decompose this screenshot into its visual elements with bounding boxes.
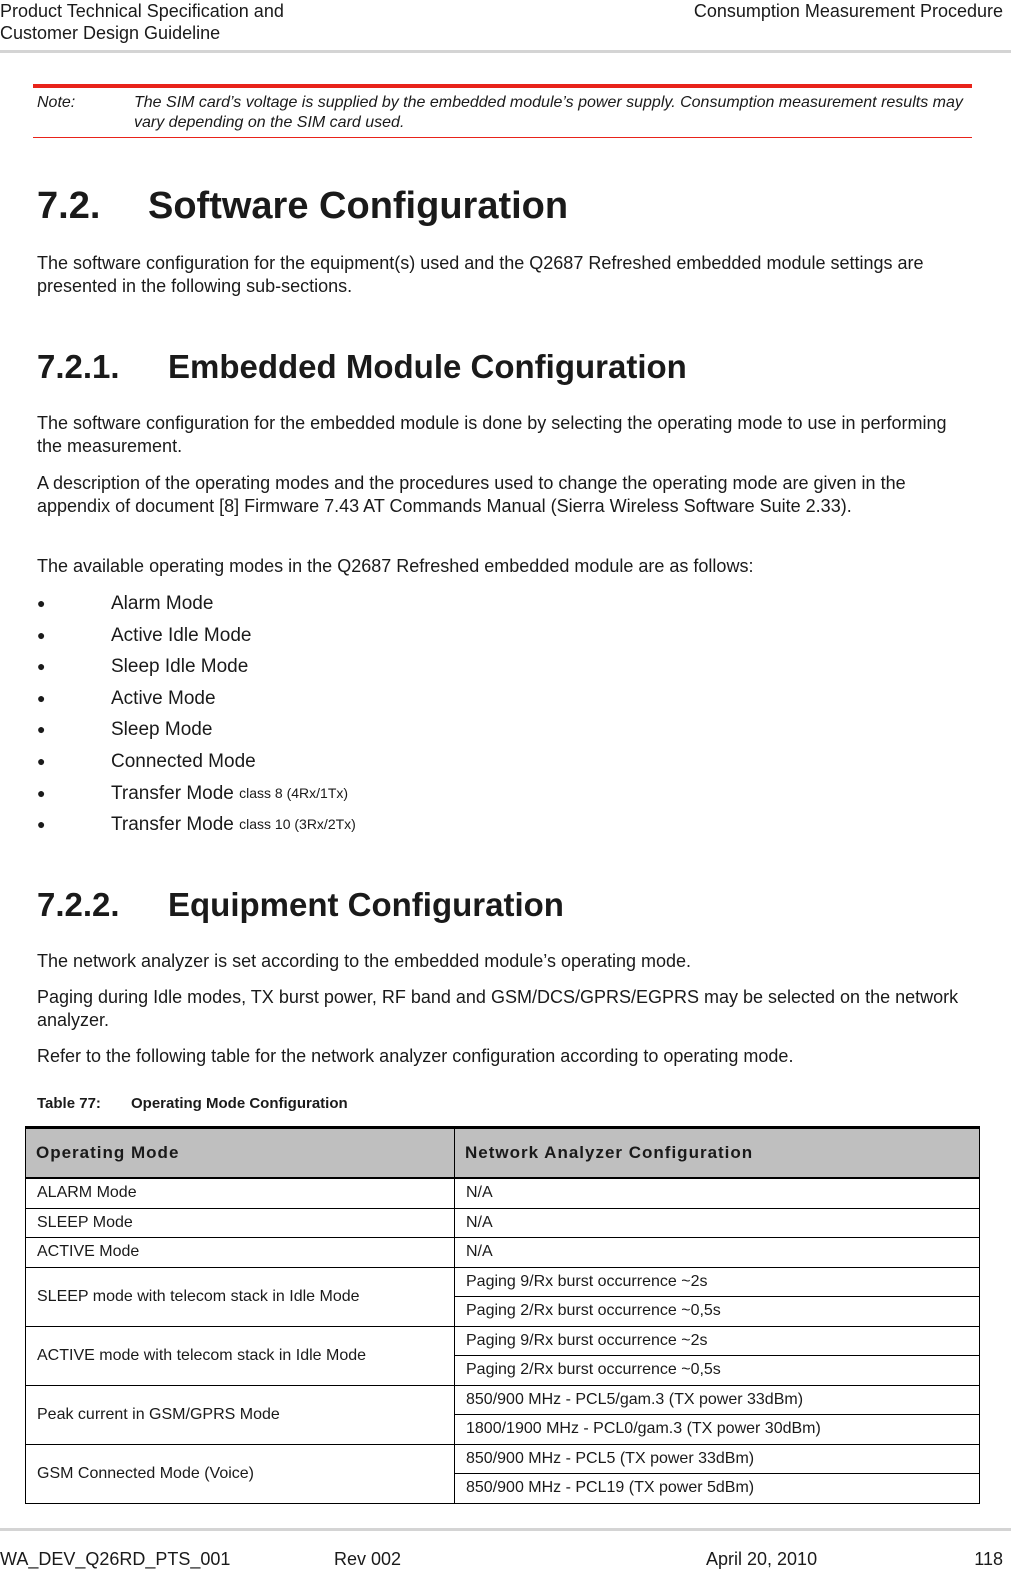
table-caption-number: Table 77:	[37, 1095, 101, 1112]
list-item: ● Active Mode	[37, 685, 356, 717]
list-item: ● Active Idle Mode	[37, 622, 356, 654]
list-item: ● Sleep Idle Mode	[37, 653, 356, 685]
section-7-2-1-paragraph-1: The software configuration for the embedded module is done by selecting the operating mode to use in performing the measurement.	[37, 413, 947, 456]
footer-divider	[0, 1528, 1011, 1531]
column-header: Operating Mode	[26, 1128, 455, 1179]
config-cell: Paging 2/Rx burst occurrence ~0,5s	[455, 1297, 980, 1327]
mode-cell: ACTIVE mode with telecom stack in Idle Mode	[26, 1326, 455, 1385]
bullet-icon: ●	[37, 658, 46, 675]
bullet-icon: ●	[37, 752, 46, 769]
config-cell: Paging 2/Rx burst occurrence ~0,5s	[455, 1356, 980, 1386]
config-cell: Paging 9/Rx burst occurrence ~2s	[455, 1326, 980, 1356]
bullet-icon: ●	[37, 816, 46, 833]
table-row	[26, 1208, 980, 1238]
note-box	[33, 84, 972, 138]
mode-cell: SLEEP Mode	[26, 1208, 455, 1238]
config-cell: 1800/1900 MHz - PCL0/gam.3 (TX power 30dBm)	[455, 1415, 980, 1445]
section-heading-7-2-1	[37, 347, 687, 387]
mode-cell: GSM Connected Mode (Voice)	[26, 1444, 455, 1503]
bullet-icon: ●	[37, 626, 46, 643]
bullet-icon: ●	[37, 721, 46, 738]
table-row	[26, 1444, 980, 1474]
list-item-suffix: class 10 (3Rx/2Tx)	[239, 816, 356, 833]
section-title: Embedded Module Configuration	[168, 348, 687, 385]
list-item-suffix: class 8 (4Rx/1Tx)	[239, 784, 349, 801]
table-row	[26, 1267, 980, 1297]
bullet-icon: ●	[37, 784, 46, 801]
bullet-icon: ●	[37, 595, 46, 611]
list-item: ● Sleep Mode	[37, 716, 356, 748]
config-cell: N/A	[455, 1178, 980, 1208]
note-text: The SIM card’s voltage is supplied by the embedded module’s power supply. Consumption measurement results may vary depending on the SIM card used.	[134, 94, 963, 131]
section-title: Software Configuration	[148, 185, 569, 227]
section-7-2-1-paragraph-2: A description of the operating modes and the procedures used to change the operating mode are given in the appendix of document [8] Firmware 7.43 AT Commands Manual (Sierra Wireless Software Suite 2.33).	[37, 473, 906, 516]
config-cell: N/A	[455, 1238, 980, 1268]
operating-modes-list	[37, 590, 356, 843]
table-caption-title: Operating Mode Configuration	[131, 1095, 348, 1112]
section-7-2-2-paragraph-1: The network analyzer is set according to the embedded module’s operating mode.	[37, 951, 692, 971]
footer-doc-id: WA_DEV_Q26RD_PTS_001	[0, 1549, 231, 1569]
list-item: ● Connected Mode	[37, 748, 356, 780]
table-header-row	[26, 1128, 980, 1179]
list-item: ● Alarm Mode	[37, 590, 356, 622]
section-number: 7.2.2.	[37, 886, 120, 923]
section-7-2-1-paragraph-3: The available operating modes in the Q2687 Refreshed embedded module are as follows:	[37, 556, 754, 576]
header-title-line1: Product Technical Specification and	[0, 1, 284, 21]
section-7-2-paragraph: The software configuration for the equipment(s) used and the Q2687 Refreshed embedded module settings are presented in the following sub-sections.	[37, 253, 924, 296]
section-number: 7.2.1.	[37, 348, 120, 385]
table-row	[26, 1326, 980, 1356]
footer-page-number: 118	[974, 1549, 1003, 1569]
list-item: ● Transfer Mode class 8 (4Rx/1Tx)	[37, 780, 356, 812]
footer-revision: Rev 002	[334, 1549, 402, 1569]
table-caption	[37, 1094, 348, 1114]
section-number: 7.2.	[37, 185, 101, 227]
mode-cell: Peak current in GSM/GPRS Mode	[26, 1385, 455, 1444]
footer-date: April 20, 2010	[706, 1549, 818, 1569]
section-7-2-2-paragraph-2: Paging during Idle modes, TX burst power, RF band and GSM/DCS/GPRS/EGPRS may be selected on the network analyzer.	[37, 987, 959, 1030]
mode-cell: ALARM Mode	[26, 1178, 455, 1208]
config-cell: 850/900 MHz - PCL5 (TX power 33dBm)	[455, 1444, 980, 1474]
mode-cell: SLEEP mode with telecom stack in Idle Mode	[26, 1267, 455, 1326]
bullet-icon: ●	[37, 689, 46, 706]
note-label: Note:	[37, 94, 76, 111]
config-cell: 850/900 MHz - PCL5/gam.3 (TX power 33dBm)	[455, 1385, 980, 1415]
section-heading-7-2-2	[37, 885, 564, 925]
header-right: Consumption Measurement Procedure	[693, 1, 1003, 21]
config-cell: N/A	[455, 1208, 980, 1238]
header-title-line2: Customer Design Guideline	[0, 23, 221, 43]
table-row	[26, 1178, 980, 1208]
table-row	[26, 1385, 980, 1415]
table-row	[26, 1238, 980, 1268]
operating-mode-table	[25, 1126, 980, 1504]
mode-cell: ACTIVE Mode	[26, 1238, 455, 1268]
column-header: Network Analyzer Configuration	[455, 1128, 980, 1179]
section-heading-7-2	[37, 183, 568, 229]
list-item: ● Transfer Mode class 10 (3Rx/2Tx)	[37, 811, 356, 843]
section-title: Equipment Configuration	[168, 886, 564, 923]
header-left	[0, 0, 400, 44]
config-cell: Paging 9/Rx burst occurrence ~2s	[455, 1267, 980, 1297]
section-7-2-2-paragraph-3: Refer to the following table for the network analyzer configuration according to operating mode.	[37, 1046, 794, 1066]
config-cell: 850/900 MHz - PCL19 (TX power 5dBm)	[455, 1474, 980, 1504]
header-divider	[0, 50, 1011, 53]
